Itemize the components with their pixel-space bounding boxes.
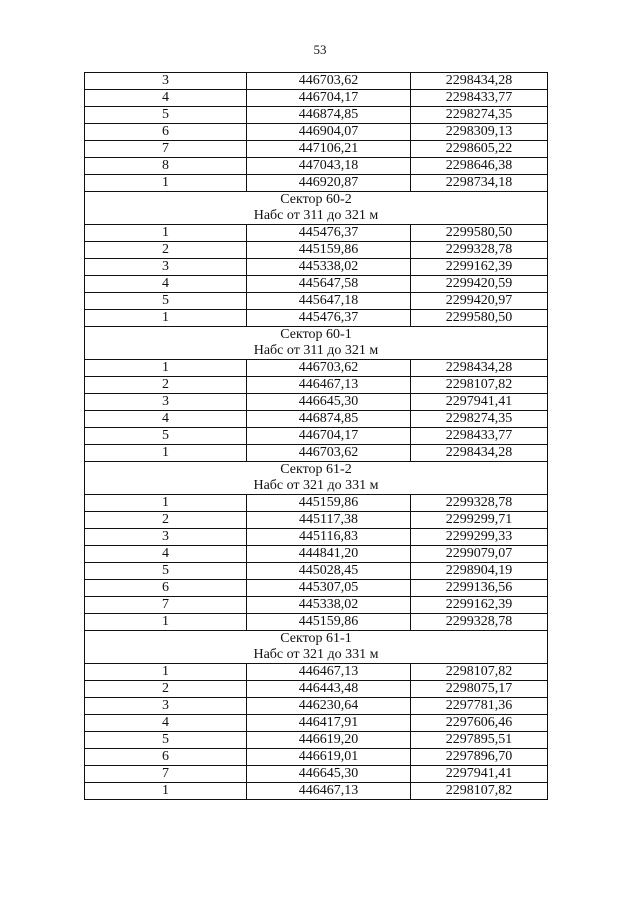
y-coordinate-cell: 2298274,35	[411, 107, 548, 124]
sector-title-row	[85, 631, 548, 648]
coordinates-table-body	[85, 73, 548, 800]
table-row	[85, 783, 548, 800]
sector-height-range: Набс от 321 до 331 м	[85, 478, 548, 495]
point-number-cell: 1	[85, 175, 247, 192]
table-row	[85, 276, 548, 293]
x-coordinate-cell: 446703,62	[247, 445, 411, 462]
table-row	[85, 225, 548, 242]
y-coordinate-cell: 2299299,33	[411, 529, 548, 546]
point-number-cell: 4	[85, 411, 247, 428]
x-coordinate-cell: 447043,18	[247, 158, 411, 175]
y-coordinate-cell: 2299079,07	[411, 546, 548, 563]
point-number-cell: 4	[85, 715, 247, 732]
sector-height-row	[85, 478, 548, 495]
x-coordinate-cell: 445307,05	[247, 580, 411, 597]
y-coordinate-cell: 2299420,59	[411, 276, 548, 293]
x-coordinate-cell: 446467,13	[247, 664, 411, 681]
y-coordinate-cell: 2298734,18	[411, 175, 548, 192]
x-coordinate-cell: 445117,38	[247, 512, 411, 529]
table-row	[85, 698, 548, 715]
x-coordinate-cell: 445338,02	[247, 597, 411, 614]
point-number-cell: 3	[85, 259, 247, 276]
x-coordinate-cell: 446703,62	[247, 360, 411, 377]
x-coordinate-cell: 446467,13	[247, 783, 411, 800]
y-coordinate-cell: 2297606,46	[411, 715, 548, 732]
table-row	[85, 563, 548, 580]
sector-height-row	[85, 343, 548, 360]
x-coordinate-cell: 446230,64	[247, 698, 411, 715]
x-coordinate-cell: 446443,48	[247, 681, 411, 698]
y-coordinate-cell: 2299420,97	[411, 293, 548, 310]
point-number-cell: 4	[85, 90, 247, 107]
point-number-cell: 6	[85, 124, 247, 141]
point-number-cell: 6	[85, 580, 247, 597]
point-number-cell: 6	[85, 749, 247, 766]
y-coordinate-cell: 2299328,78	[411, 242, 548, 259]
table-row	[85, 242, 548, 259]
table-row	[85, 107, 548, 124]
x-coordinate-cell: 446904,07	[247, 124, 411, 141]
point-number-cell: 7	[85, 597, 247, 614]
x-coordinate-cell: 445647,58	[247, 276, 411, 293]
x-coordinate-cell: 446874,85	[247, 107, 411, 124]
x-coordinate-cell: 446920,87	[247, 175, 411, 192]
x-coordinate-cell: 446704,17	[247, 428, 411, 445]
sector-title: Сектор 60-1	[85, 327, 548, 344]
table-row	[85, 529, 548, 546]
x-coordinate-cell: 445028,45	[247, 563, 411, 580]
sector-title: Сектор 61-2	[85, 462, 548, 479]
table-row	[85, 310, 548, 327]
x-coordinate-cell: 446645,30	[247, 766, 411, 783]
table-row	[85, 259, 548, 276]
x-coordinate-cell: 446645,30	[247, 394, 411, 411]
table-row	[85, 495, 548, 512]
y-coordinate-cell: 2298274,35	[411, 411, 548, 428]
table-row	[85, 293, 548, 310]
x-coordinate-cell: 444841,20	[247, 546, 411, 563]
x-coordinate-cell: 446417,91	[247, 715, 411, 732]
table-row	[85, 428, 548, 445]
table-row	[85, 664, 548, 681]
table-row	[85, 732, 548, 749]
point-number-cell: 1	[85, 614, 247, 631]
x-coordinate-cell: 446619,01	[247, 749, 411, 766]
point-number-cell: 2	[85, 377, 247, 394]
table-row	[85, 141, 548, 158]
table-row	[85, 411, 548, 428]
table-row	[85, 766, 548, 783]
x-coordinate-cell: 445159,86	[247, 242, 411, 259]
sector-title-row	[85, 327, 548, 344]
point-number-cell: 7	[85, 766, 247, 783]
y-coordinate-cell: 2298107,82	[411, 783, 548, 800]
table-row	[85, 445, 548, 462]
y-coordinate-cell: 2298107,82	[411, 377, 548, 394]
x-coordinate-cell: 446874,85	[247, 411, 411, 428]
x-coordinate-cell: 446704,17	[247, 90, 411, 107]
point-number-cell: 2	[85, 512, 247, 529]
x-coordinate-cell: 447106,21	[247, 141, 411, 158]
y-coordinate-cell: 2298646,38	[411, 158, 548, 175]
point-number-cell: 2	[85, 681, 247, 698]
point-number-cell: 1	[85, 225, 247, 242]
sector-height-range: Набс от 321 до 331 м	[85, 647, 548, 664]
sector-height-row	[85, 208, 548, 225]
sector-height-row	[85, 647, 548, 664]
y-coordinate-cell: 2299299,71	[411, 512, 548, 529]
coordinates-table	[84, 72, 548, 800]
y-coordinate-cell: 2299136,56	[411, 580, 548, 597]
sector-title: Сектор 60-2	[85, 192, 548, 209]
point-number-cell: 5	[85, 428, 247, 445]
point-number-cell: 5	[85, 293, 247, 310]
y-coordinate-cell: 2298904,19	[411, 563, 548, 580]
x-coordinate-cell: 446703,62	[247, 73, 411, 90]
table-row	[85, 715, 548, 732]
sector-title: Сектор 61-1	[85, 631, 548, 648]
y-coordinate-cell: 2298434,28	[411, 445, 548, 462]
point-number-cell: 3	[85, 698, 247, 715]
y-coordinate-cell: 2298433,77	[411, 428, 548, 445]
sector-title-row	[85, 462, 548, 479]
point-number-cell: 8	[85, 158, 247, 175]
point-number-cell: 3	[85, 394, 247, 411]
table-row	[85, 360, 548, 377]
table-row	[85, 681, 548, 698]
table-row	[85, 394, 548, 411]
sector-title-row	[85, 192, 548, 209]
point-number-cell: 4	[85, 546, 247, 563]
table-row	[85, 124, 548, 141]
y-coordinate-cell: 2297896,70	[411, 749, 548, 766]
table-row	[85, 377, 548, 394]
point-number-cell: 3	[85, 73, 247, 90]
y-coordinate-cell: 2299580,50	[411, 310, 548, 327]
table-row	[85, 158, 548, 175]
x-coordinate-cell: 445159,86	[247, 614, 411, 631]
table-row	[85, 614, 548, 631]
y-coordinate-cell: 2297941,41	[411, 766, 548, 783]
x-coordinate-cell: 445476,37	[247, 310, 411, 327]
x-coordinate-cell: 445159,86	[247, 495, 411, 512]
point-number-cell: 4	[85, 276, 247, 293]
table-row	[85, 580, 548, 597]
point-number-cell: 1	[85, 360, 247, 377]
y-coordinate-cell: 2298433,77	[411, 90, 548, 107]
x-coordinate-cell: 446467,13	[247, 377, 411, 394]
point-number-cell: 5	[85, 563, 247, 580]
y-coordinate-cell: 2299162,39	[411, 259, 548, 276]
point-number-cell: 5	[85, 732, 247, 749]
y-coordinate-cell: 2299328,78	[411, 614, 548, 631]
table-row	[85, 90, 548, 107]
x-coordinate-cell: 445338,02	[247, 259, 411, 276]
y-coordinate-cell: 2298434,28	[411, 73, 548, 90]
point-number-cell: 1	[85, 495, 247, 512]
table-row	[85, 512, 548, 529]
page-number: 53	[313, 42, 327, 57]
y-coordinate-cell: 2298309,13	[411, 124, 548, 141]
table-row	[85, 749, 548, 766]
point-number-cell: 1	[85, 783, 247, 800]
sector-height-range: Набс от 311 до 321 м	[85, 208, 548, 225]
point-number-cell: 1	[85, 664, 247, 681]
x-coordinate-cell: 445116,83	[247, 529, 411, 546]
y-coordinate-cell: 2299580,50	[411, 225, 548, 242]
point-number-cell: 2	[85, 242, 247, 259]
point-number-cell: 1	[85, 310, 247, 327]
y-coordinate-cell: 2299328,78	[411, 495, 548, 512]
point-number-cell: 1	[85, 445, 247, 462]
y-coordinate-cell: 2299162,39	[411, 597, 548, 614]
y-coordinate-cell: 2297781,36	[411, 698, 548, 715]
point-number-cell: 7	[85, 141, 247, 158]
sector-height-range: Набс от 311 до 321 м	[85, 343, 548, 360]
x-coordinate-cell: 446619,20	[247, 732, 411, 749]
y-coordinate-cell: 2298434,28	[411, 360, 548, 377]
table-row	[85, 73, 548, 90]
point-number-cell: 3	[85, 529, 247, 546]
y-coordinate-cell: 2298075,17	[411, 681, 548, 698]
x-coordinate-cell: 445647,18	[247, 293, 411, 310]
point-number-cell: 5	[85, 107, 247, 124]
table-row	[85, 546, 548, 563]
y-coordinate-cell: 2297941,41	[411, 394, 548, 411]
table-row	[85, 597, 548, 614]
y-coordinate-cell: 2297895,51	[411, 732, 548, 749]
x-coordinate-cell: 445476,37	[247, 225, 411, 242]
table-row	[85, 175, 548, 192]
y-coordinate-cell: 2298605,22	[411, 141, 548, 158]
y-coordinate-cell: 2298107,82	[411, 664, 548, 681]
